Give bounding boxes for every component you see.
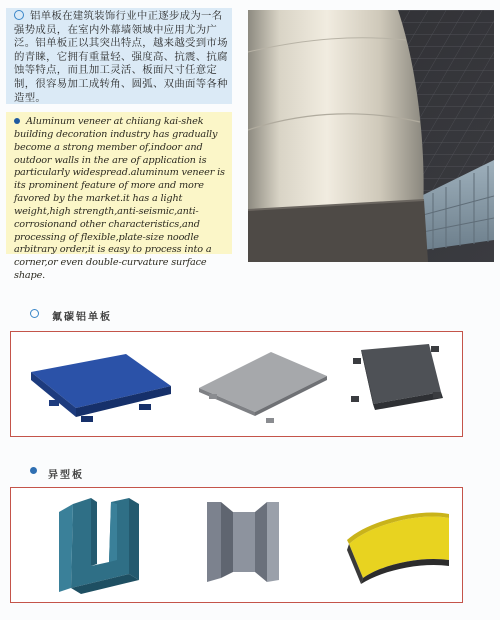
curtain-wall-image — [248, 10, 494, 262]
ring-bullet-icon — [14, 10, 24, 20]
intro-cn-box — [6, 8, 232, 104]
section-title: 异型板 — [48, 470, 84, 481]
section-title: 氟碳铝单板 — [52, 312, 112, 323]
intro-en-text: Aluminum veneer at chiiang kai-shek building decoration industry has gradually become a strong member of,indoor and outdoor walls in the are of application is particularly widespread.aluminum veneer is its prominent feature of more and more favored by the market.it has a light weight,high strength,anti-seismic,anti-corrosionand other characteristics,and processing of flexible,plate-size noodle arbitrary order,it is easy to process into a corner,or even double-curvature surface shape. — [14, 116, 225, 282]
blue-panel-image — [31, 354, 171, 422]
intro-cn-text: 铝单板在建筑装饰行业中正逐步成为一名强势成员，在室内外幕墙领域中应用尤为广泛。铝单板正以其突出特点，越来越受到市场的青睐，它拥有重量轻、强度高、抗震、抗腐蚀等特点，而且加工灵活、板面尺寸任意定制，很容易加工成转角、圆弧、双曲面等各种造型。 — [14, 10, 228, 104]
grey-panel-image — [351, 344, 443, 410]
product-row — [11, 332, 461, 435]
dot-bullet-icon — [30, 467, 37, 474]
dot-bullet-icon — [14, 118, 20, 124]
intro-en-box — [6, 112, 232, 282]
grey-profile-image — [207, 502, 279, 582]
curved-yellow-panel-image — [347, 512, 449, 584]
product-row — [11, 488, 461, 601]
silver-panel-image — [199, 352, 327, 423]
u-channel-profile-image — [59, 498, 139, 594]
building-photo — [248, 10, 494, 262]
product-frame — [10, 487, 463, 603]
ring-bullet-icon — [30, 309, 39, 318]
product-frame — [10, 331, 463, 437]
